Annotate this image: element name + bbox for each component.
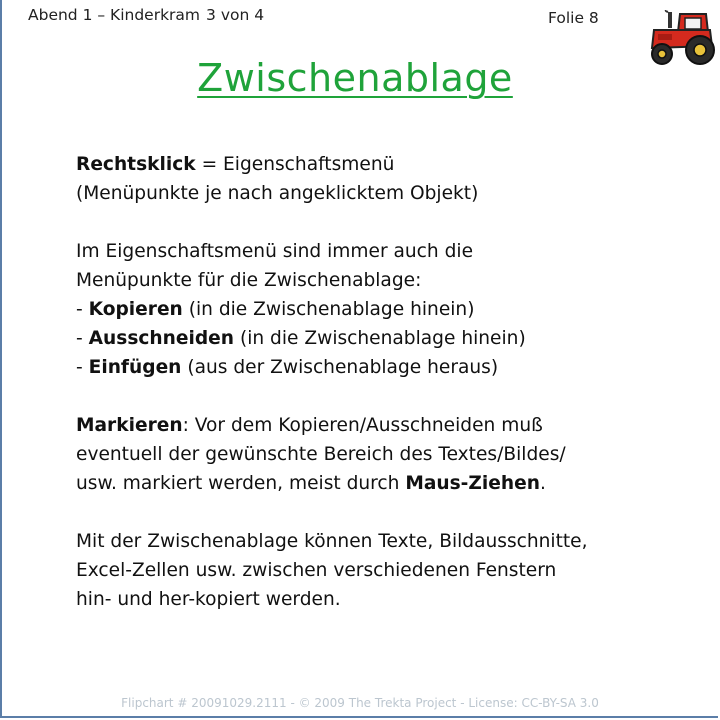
body-line [76, 150, 716, 179]
list-item [76, 324, 716, 353]
list-item [76, 353, 716, 382]
body-text: usw. markiert werden, meist durch [76, 473, 406, 494]
slide-title: Zwischenablage [197, 56, 513, 100]
bold-term: Einfügen [88, 357, 182, 378]
body-line: Mit der Zwischenablage können Texte, Bildausschnitte, [76, 531, 588, 552]
list-dash: - [76, 357, 89, 378]
footer-license: Flipchart # 20091029.2111 - © 2009 The Trekta Project - License: CC-BY-SA 3.0 [121, 696, 599, 710]
body-line: (Menüpunkte je nach angeklicktem Objekt) [76, 183, 479, 204]
bold-term: Maus-Ziehen [405, 473, 540, 494]
bold-term: Ausschneiden [88, 328, 235, 349]
body-text: (in die Zwischenablage hinein) [234, 328, 526, 349]
body-line: Im Eigenschaftsmenü sind immer auch die [76, 241, 474, 262]
header-session-title: Abend 1 – Kinderkram [28, 6, 201, 24]
slide-body [76, 150, 716, 614]
bold-term: Rechtsklick [76, 154, 196, 175]
body-text: : Vor dem Kopieren/Ausschneiden muß [182, 415, 543, 436]
body-line: Menüpunkte für die Zwischenablage: [76, 270, 422, 291]
list-item [76, 295, 716, 324]
body-line [76, 469, 716, 498]
header-session-part: 3 von 4 [206, 6, 265, 24]
header-session [28, 6, 264, 24]
body-line: Excel-Zellen usw. zwischen verschiedenen Fenstern [76, 560, 557, 581]
list-dash: - [76, 299, 89, 320]
body-text: (aus der Zwischenablage heraus) [181, 357, 499, 378]
body-text: (in die Zwischenablage hinein) [182, 299, 475, 320]
slide-number: Folie 8 [548, 9, 599, 27]
bold-term: Kopieren [88, 299, 183, 320]
body-line: eventuell der gewünschte Bereich des Textes/Bildes/ [76, 444, 566, 465]
body-text: . [539, 473, 546, 494]
bold-term: Markieren [76, 415, 183, 436]
list-dash: - [76, 328, 89, 349]
body-line: hin- und her-kopiert werden. [76, 589, 341, 610]
body-line [76, 411, 716, 440]
body-text: = Eigenschaftsmenü [195, 154, 395, 175]
